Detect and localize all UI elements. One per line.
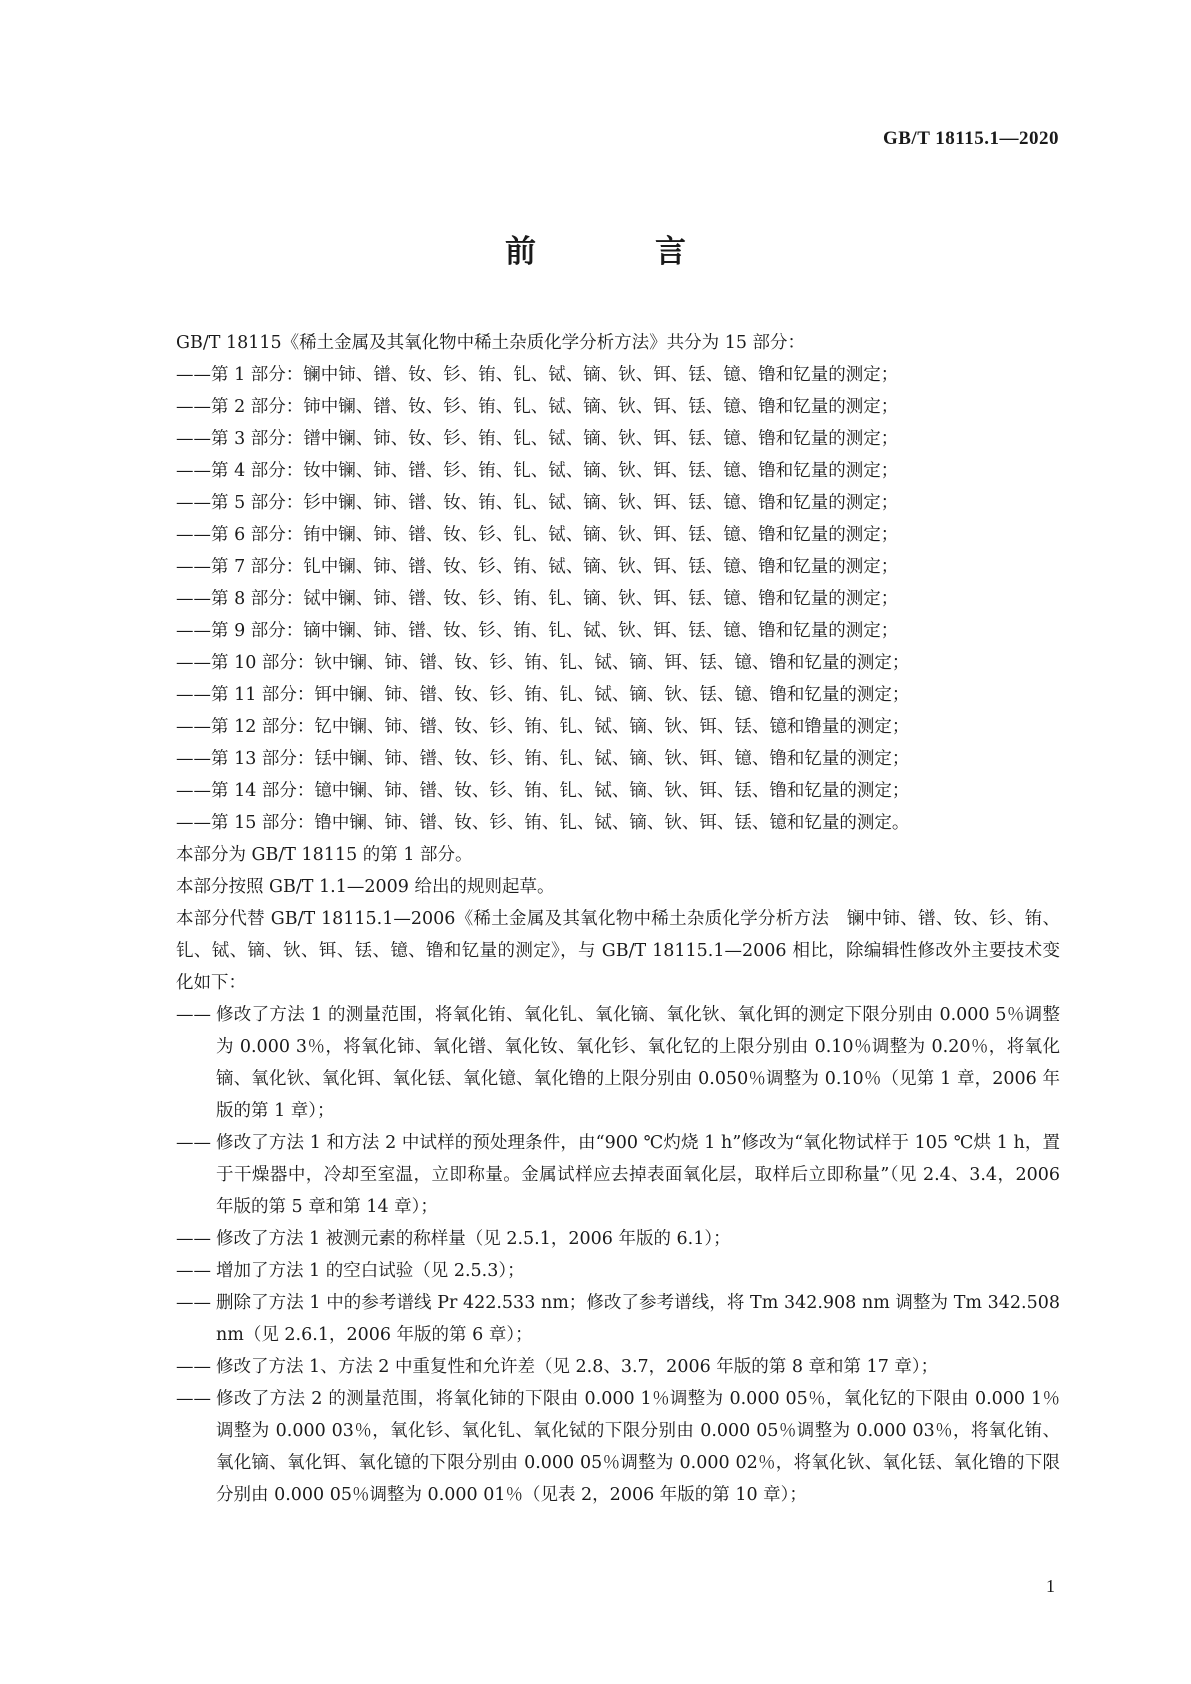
- drafting-rule-statement: 本部分按照 GB/T 1.1—2009 给出的规则起草。: [176, 877, 555, 897]
- change-item: [176, 999, 1060, 1127]
- dash-marker: ——: [176, 1005, 211, 1025]
- list-item: ——第 14 部分：镱中镧、铈、镨、钕、钐、铕、钆、铽、镝、钬、铒、铥、镥和钇量的测定；: [176, 781, 910, 801]
- dash-marker: ——: [176, 1229, 211, 1249]
- list-item: ——第 12 部分：钇中镧、铈、镨、钕、钐、铕、钆、铽、镝、钬、铒、铥、镱和镥量的测定；: [176, 717, 910, 737]
- list-item: ——第 2 部分：铈中镧、镨、钕、钐、铕、钆、铽、镝、钬、铒、铥、镱、镥和钇量的测定；: [176, 397, 899, 417]
- list-item: ——第 6 部分：铕中镧、铈、镨、钕、钐、钆、铽、镝、钬、铒、铥、镱、镥和钇量的测定；: [176, 525, 899, 545]
- list-item: ——第 13 部分：铥中镧、铈、镨、钕、钐、铕、钆、铽、镝、钬、铒、镱、镥和钇量的测定；: [176, 749, 910, 769]
- list-item: ——第 10 部分：钬中镧、铈、镨、钕、钐、铕、钆、铽、镝、铒、铥、镱、镥和钇量的测定；: [176, 653, 910, 673]
- change-item: [176, 1351, 1060, 1383]
- list-item: ——第 8 部分：铽中镧、铈、镨、钕、钐、铕、钆、镝、钬、铒、铥、镱、镥和钇量的测定；: [176, 589, 899, 609]
- page-number: 1: [1046, 1576, 1055, 1596]
- list-item: ——第 7 部分：钆中镧、铈、镨、钕、钐、铕、铽、镝、钬、铒、铥、镱、镥和钇量的测定；: [176, 557, 899, 577]
- change-text: 修改了方法 1 的测量范围，将氧化铕、氧化钆、氧化镝、氧化钬、氧化铒的测定下限分别由 0.000 5％调整为 0.000 3％，将氧化铈、氧化镨、氧化钕、氧化钐、氧化钇的上限分别由 0.10％调整为 0.20％，将氧化镝、氧化钬、氧化铒、氧化铥、氧化镱、氧化镥的上限分别由 0.050％调整为 0.10％（见第 1 章，2006 年版的第 1 章）；: [216, 1005, 1060, 1121]
- dash-marker: ——: [176, 1389, 211, 1409]
- change-item: [176, 1127, 1060, 1223]
- change-item: [176, 1287, 1060, 1351]
- list-item: ——第 11 部分：铒中镧、铈、镨、钕、钐、铕、钆、铽、镝、钬、铥、镱、镥和钇量的测定；: [176, 685, 910, 705]
- change-text: 修改了方法 1 和方法 2 中试样的预处理条件，由“900 ℃灼烧 1 h”修改为“氧化物试样于 105 ℃烘 1 h，置于干燥器中，冷却至室温，立即称量。金属试样应去掉表面氧化层，取样后立即称量”（见 2.4、3.4，2006 年版的第 5 章和第 14 章）；: [216, 1133, 1060, 1217]
- standard-code: GB/T 18115.1—2020: [882, 128, 1059, 149]
- dash-marker: ——: [176, 1293, 211, 1313]
- change-item: [176, 1255, 1060, 1287]
- document-body: [176, 327, 1060, 1511]
- change-item: [176, 1223, 1060, 1255]
- list-item: ——第 15 部分：镥中镧、铈、镨、钕、钐、铕、钆、铽、镝、钬、铒、铥、镱和钇量的测定。: [176, 813, 910, 833]
- change-text: 修改了方法 1 被测元素的称样量（见 2.5.1，2006 年版的 6.1）；: [216, 1229, 731, 1249]
- change-text: 修改了方法 2 的测量范围，将氧化铈的下限由 0.000 1％调整为 0.000 05％，氧化钇的下限由 0.000 1％调整为 0.000 03％，氧化钐、氧化钆、氧化铽的下限分别由 0.000 05％调整为 0.000 03％，将氧化铕、氧化镝、氧化铒、氧化镱的下限分别由 0.000 05％调整为 0.000 02％，将氧化钬、氧化铥、氧化镥的下限分别由 0.000 05％调整为 0.000 01％（见表 2，2006 年版的第 10 章）；: [216, 1389, 1060, 1505]
- replacement-paragraph: 本部分代替 GB/T 18115.1—2006《稀土金属及其氧化物中稀土杂质化学分析方法 镧中铈、镨、钕、钐、铕、钆、铽、镝、钬、铒、铥、镱、镥和钇量的测定》，与 GB/T 18115.1—2006 相比，除编辑性修改外主要技术变化如下：: [176, 909, 1060, 993]
- part-statement: 本部分为 GB/T 18115 的第 1 部分。: [176, 845, 473, 865]
- change-item: [176, 1383, 1060, 1511]
- page-title: 前 言: [505, 234, 730, 270]
- changes-list: [176, 999, 1060, 1511]
- list-item: ——第 4 部分：钕中镧、铈、镨、钐、铕、钆、铽、镝、钬、铒、铥、镱、镥和钇量的测定；: [176, 461, 899, 481]
- list-item: ——第 9 部分：镝中镧、铈、镨、钕、钐、铕、钆、铽、钬、铒、铥、镱、镥和钇量的测定；: [176, 621, 899, 641]
- change-text: 增加了方法 1 的空白试验（见 2.5.3）；: [216, 1261, 525, 1281]
- dash-marker: ——: [176, 1261, 211, 1281]
- change-text: 删除了方法 1 中的参考谱线 Pr 422.533 nm；修改了参考谱线，将 Tm 342.908 nm 调整为 Tm 342.508 nm（见 2.6.1，2006 年版的第 6 章）；: [216, 1293, 1060, 1345]
- dash-marker: ——: [176, 1133, 211, 1153]
- dash-marker: ——: [176, 1357, 211, 1377]
- change-text: 修改了方法 1、方法 2 中重复性和允许差（见 2.8、3.7，2006 年版的第 8 章和第 17 章）；: [216, 1357, 939, 1377]
- list-item: ——第 1 部分：镧中铈、镨、钕、钐、铕、钆、铽、镝、钬、铒、铥、镱、镥和钇量的测定；: [176, 365, 899, 385]
- parts-list: [176, 359, 1060, 839]
- list-item: ——第 3 部分：镨中镧、铈、钕、钐、铕、钆、铽、镝、钬、铒、铥、镱、镥和钇量的测定；: [176, 429, 899, 449]
- list-item: ——第 5 部分：钐中镧、铈、镨、钕、铕、钆、铽、镝、钬、铒、铥、镱、镥和钇量的测定；: [176, 493, 899, 513]
- intro-paragraph: GB/T 18115《稀土金属及其氧化物中稀土杂质化学分析方法》共分为 15 部分：: [176, 333, 806, 353]
